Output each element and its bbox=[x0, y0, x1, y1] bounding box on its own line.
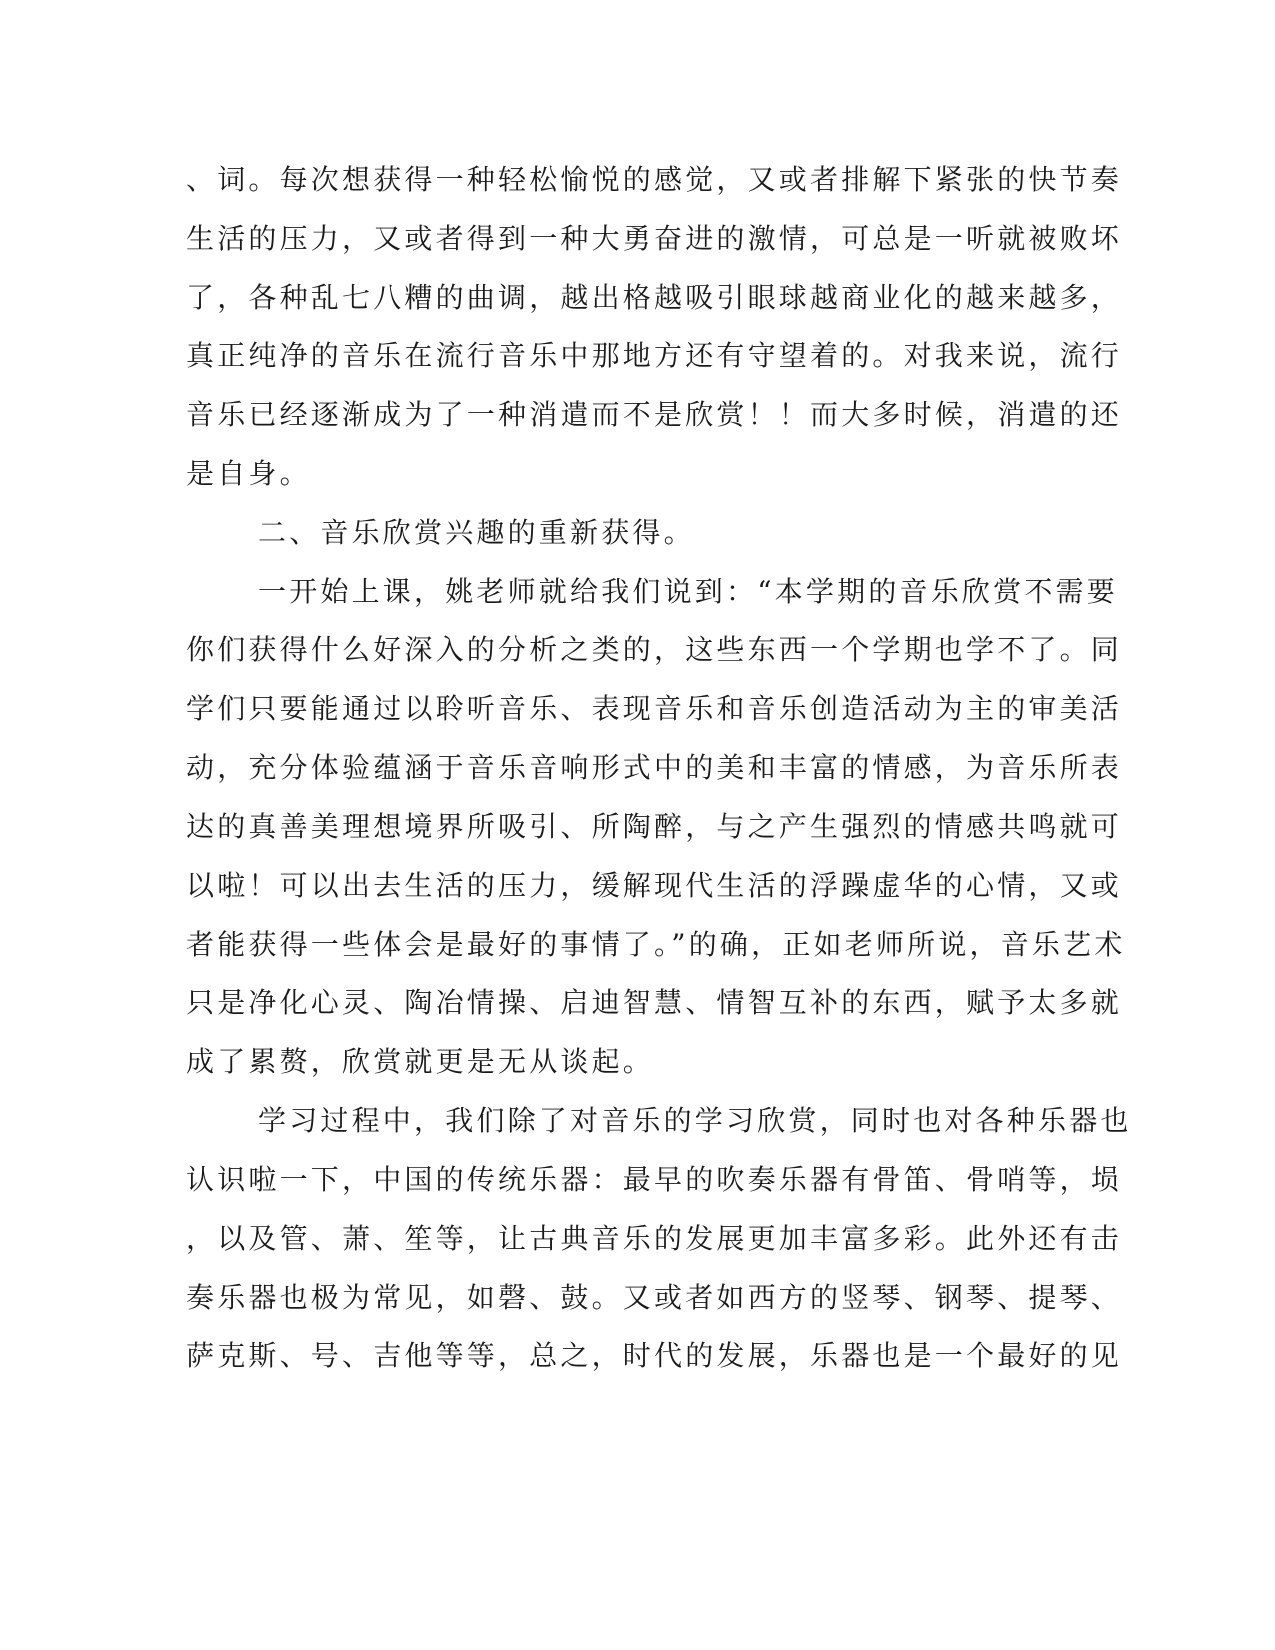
text-line: 萨克斯、号、吉他等等，总之，时代的发展，乐器也是一个最好的见 bbox=[186, 1339, 1123, 1372]
text-line: 者能获得一些体会是最好的事情了。”的确，正如老师所说，音乐艺术 bbox=[186, 928, 1126, 961]
text-line: 学们只要能通过以聆听音乐、表现音乐和音乐创造活动为主的审美活 bbox=[186, 692, 1123, 725]
text-line: 了，各种乱七八糟的曲调，越出格越吸引眼球越商业化的越来越多， bbox=[186, 281, 1123, 314]
text-line: 认识啦一下，中国的传统乐器：最早的吹奏乐器有骨笛、骨哨等，埙 bbox=[186, 1163, 1123, 1196]
text-line: 达的真善美理想境界所吸引、所陶醉，与之产生强烈的情感共鸣就可 bbox=[186, 810, 1123, 843]
text-line: 音乐已经逐渐成为了一种消遣而不是欣赏！！而大多时候，消遣的还 bbox=[186, 398, 1123, 431]
text-line: 动，充分体验蕴涵于音乐音响形式中的美和丰富的情感，为音乐所表 bbox=[186, 751, 1123, 784]
text-line: 真正纯净的音乐在流行音乐中那地方还有守望着的。对我来说，流行 bbox=[186, 339, 1123, 372]
text-line: 生活的压力，又或者得到一种大勇奋进的激情，可总是一听就被败坏 bbox=[186, 222, 1123, 255]
text-line: 、词。每次想获得一种轻松愉悦的感觉，又或者排解下紧张的快节奏 bbox=[186, 163, 1123, 196]
text-line: 只是净化心灵、陶冶情操、启迪智慧、情智互补的东西，赋予太多就 bbox=[186, 986, 1123, 1019]
text-line: 成了累赘，欣赏就更是无从谈起。 bbox=[186, 1045, 655, 1078]
text-line: 一开始上课，姚老师就给我们说到：“本学期的音乐欣赏不需要 bbox=[258, 575, 1118, 608]
text-line: 学习过程中，我们除了对音乐的学习欣赏，同时也对各种乐器也 bbox=[258, 1104, 1132, 1137]
text-line: 奏乐器也极为常见，如磬、鼓。又或者如西方的竖琴、钢琴、提琴、 bbox=[186, 1281, 1123, 1314]
text-line: 你们获得什么好深入的分析之类的，这些东西一个学期也学不了。同 bbox=[186, 633, 1123, 666]
text-line: ，以及管、萧、笙等，让古典音乐的发展更加丰富多彩。此外还有击 bbox=[186, 1222, 1123, 1255]
section-heading: 二、音乐欣赏兴趣的重新获得。 bbox=[258, 516, 695, 549]
text-line: 是自身。 bbox=[186, 457, 311, 490]
text-line: 以啦！可以出去生活的压力，缓解现代生活的浮躁虚华的心情，又或 bbox=[186, 869, 1123, 902]
